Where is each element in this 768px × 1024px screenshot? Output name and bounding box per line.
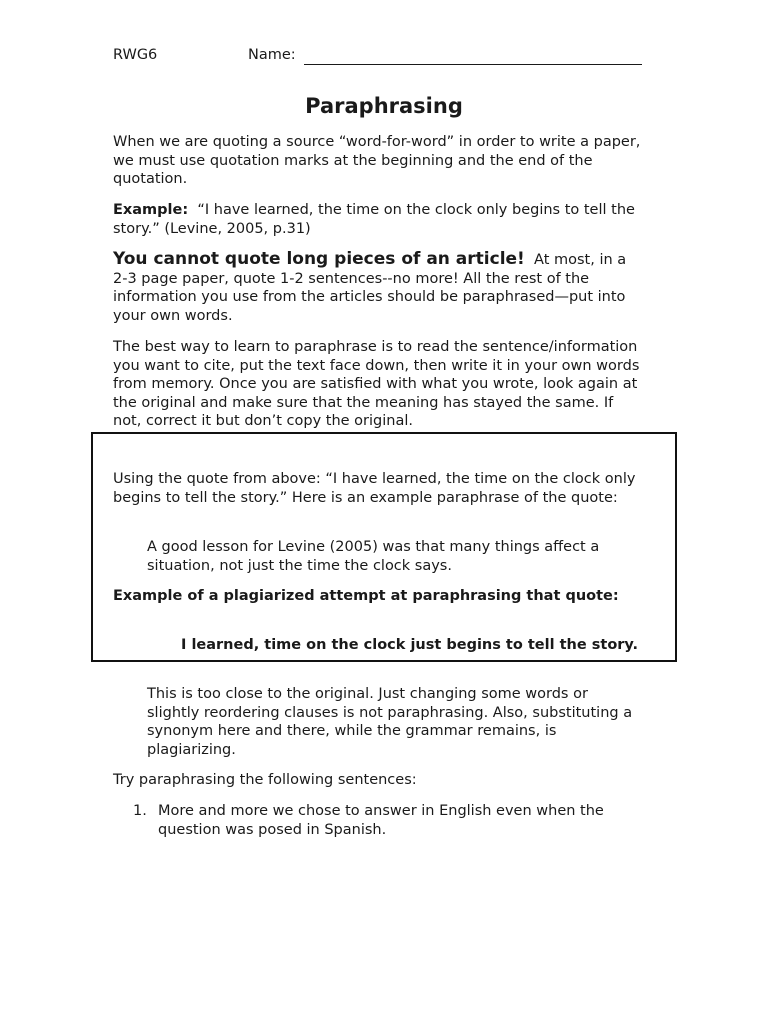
warning-heading: You cannot quote long pieces of an article!	[113, 249, 525, 269]
warning-text: At most, in a 2-3 page paper, quote 1-2 sentences--no more! All the rest of the information you use from the articles should be paraphrased—put into your own words.	[113, 252, 627, 324]
intro-paragraph: When we are quoting a source “word-for-word” in order to write a paper, we must use quotation marks at the beginning and the end of the quotation.	[113, 134, 641, 187]
page-title: Paraphrasing	[305, 94, 463, 118]
name-label: Name:	[248, 47, 296, 63]
warning-paragraph	[113, 250, 643, 325]
course-code: RWG6	[113, 47, 158, 63]
plagiarized-heading: Example of a plagiarized attempt at paraphrasing that quote:	[113, 588, 619, 604]
plagiarized-example: I learned, time on the clock just begins to tell the story.	[181, 637, 639, 653]
try-instruction: Try paraphrasing the following sentences:	[113, 772, 417, 788]
example-quote: “I have learned, the time on the clock only begins to tell the story.” (Levine, 2005, p.31)	[113, 202, 635, 237]
example-label: Example:	[113, 202, 189, 218]
name-blank-line	[304, 64, 642, 65]
exercise-sentence: More and more we chose to answer in English even when the question was posed in Spanish.	[158, 803, 604, 838]
using-quote-paragraph: Using the quote from above: “I have learned, the time on the clock only begins to tell the story.” Here is an example paraphrase of the quote:	[113, 471, 636, 506]
too-close-paragraph: This is too close to the original. Just changing some words or slightly reordering clauses is not paraphrasing. Also, substituting a synonym here and there, while the grammar remains, is plagiarizing.	[147, 686, 633, 758]
example-paragraph	[113, 201, 643, 238]
paraphrase-example: A good lesson for Levine (2005) was that many things affect a situation, not just the time the clock says.	[147, 539, 600, 574]
exercise-number: 1.	[133, 803, 147, 819]
method-paragraph: The best way to learn to paraphrase is to read the sentence/information you want to cite, put the text face down, then write it in your own words from memory. Once you are satisfied with what you wrote, look again at the original and make sure that the meaning has stayed the same. If not, correct it but don’t copy the original.	[113, 339, 640, 429]
